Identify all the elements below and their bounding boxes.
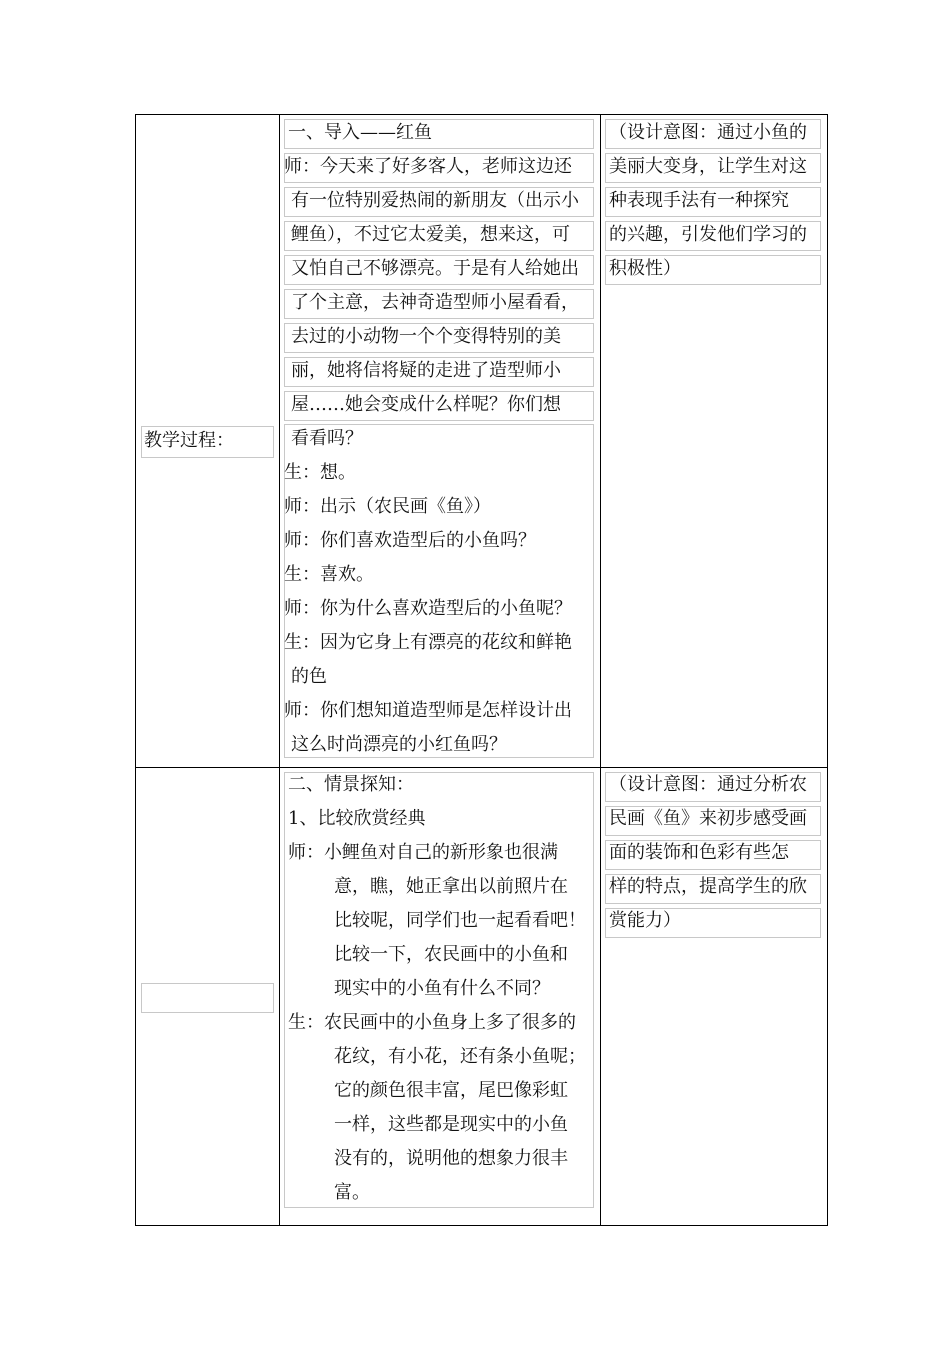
column-divider-2 [600,114,601,1226]
content-line: 鲤鱼），不过它太爱美，想来这，可 [291,224,570,245]
content-line: 生：想。 [284,462,356,483]
row1-label: 教学过程： [144,430,234,451]
content-line: 师：你为什么喜欢造型后的小鱼呢？ [284,598,572,619]
column-divider-1 [279,114,280,1226]
content-line: 富。 [334,1182,370,1203]
content-line: 它的颜色很丰富，尾巴像彩虹 [334,1080,568,1101]
content-line: 二、情景探知： [288,774,414,795]
content-line: 意，瞧，她正拿出以前照片在 [334,876,568,897]
content-line: 师：今天来了好多客人，老师这边还 [284,156,572,177]
content-line: 丽，她将信将疑的走进了造型师小 [291,360,561,381]
content-line: 师：你们想知道造型师是怎样设计出 [284,700,572,721]
intent-line: （设计意图：通过小鱼的 [609,122,807,143]
intent-line: （设计意图：通过分析农 [609,774,807,795]
intent-line: 积极性） [609,258,681,279]
content-line: 的色 [291,666,327,687]
intent-line: 美丽大变身，让学生对这 [609,156,807,177]
content-line: 屋……她会变成什么样呢？你们想 [291,394,561,415]
intent-line: 的兴趣，引发他们学习的 [609,224,807,245]
intent-line: 面的装饰和色彩有些怎 [609,842,789,863]
content-line: 又怕自己不够漂亮。于是有人给她出 [291,258,579,279]
intent-line: 样的特点，提高学生的欣 [609,876,807,897]
intent-line: 种表现手法有一种探究 [609,190,789,211]
content-line: 这么时尚漂亮的小红鱼吗？ [291,734,507,755]
content-line: 生：喜欢。 [284,564,374,585]
content-line: 看看吗？ [291,428,363,449]
content-line: 现实中的小鱼有什么不同？ [334,978,550,999]
content-line: 有一位特别爱热闹的新朋友（出示小 [291,190,579,211]
content-line: 一、导入——红鱼 [288,122,432,143]
content-line: 花纹，有小花，还有条小鱼呢； [334,1046,586,1067]
content-line: 师：小鲤鱼对自己的新形象也很满 [288,842,558,863]
content-line: 了个主意，去神奇造型师小屋看看， [291,292,579,313]
content-line: 1、比较欣赏经典 [288,808,426,829]
content-line: 师：出示（农民画《鱼》） [284,496,491,517]
intent-line: 赏能力） [609,910,681,931]
content-line: 生：因为它身上有漂亮的花纹和鲜艳 [284,632,572,653]
content-line: 没有的，说明他的想象力很丰 [334,1148,568,1169]
content-line: 生：农民画中的小鱼身上多了很多的 [288,1012,576,1033]
content-line: 比较一下，农民画中的小鱼和 [334,944,568,965]
content-line: 去过的小动物一个个变得特别的美 [291,326,561,347]
content-line: 师：你们喜欢造型后的小鱼吗？ [284,530,536,551]
content-line: 一样，这些都是现实中的小鱼 [334,1114,568,1135]
intent-line: 民画《鱼》来初步感受画 [609,808,807,829]
content-line: 比较呢，同学们也一起看看吧！ [334,910,586,931]
row2-label-box [141,983,274,1013]
